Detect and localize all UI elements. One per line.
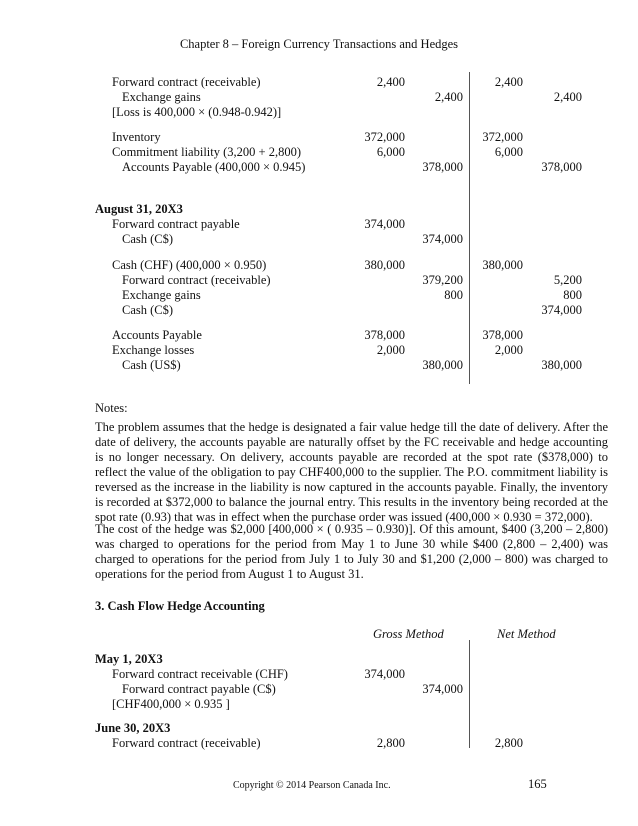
journal-row: [0, 328, 638, 343]
journal-row: [0, 343, 638, 358]
account-text: August 31, 20X3: [95, 202, 183, 216]
journal-row: [0, 160, 638, 175]
journal-row: [0, 258, 638, 273]
journal-row: [0, 303, 638, 318]
net-debit: 6,000: [494, 145, 523, 159]
account-text: Cash (C$): [122, 232, 174, 246]
net-debit: 2,800: [494, 736, 523, 750]
notes-paragraph-2: The cost of the hedge was $2,000 [400,000 × ( 0.935 – 0.930)]. Of this amount, $400 (3,200 – 2,800) was charged to operations for the period from May 1 to June 30 while $400 (2,800 – 2,400) was charged to operations for the period from July 1 to July 30 and $1,200 (2,000 – 800) was charged to operations for the period from August 1 to August 31.: [95, 522, 608, 581]
journal-row: [0, 682, 638, 697]
account-text: Forward contract (receivable): [112, 736, 261, 750]
gross-debit: 374,000: [364, 667, 405, 681]
account-text: Cash (US$): [122, 358, 181, 372]
journal-row: [0, 202, 638, 217]
gross-credit: 2,400: [434, 90, 463, 104]
account-text: Exchange gains: [122, 288, 201, 302]
account-text: Forward contract (receivable): [122, 273, 271, 287]
gross-credit: 374,000: [422, 682, 463, 696]
journal-row: [0, 358, 638, 373]
account-text: [Loss is 400,000 × (0.948-0.942)]: [112, 105, 282, 119]
account-text: May 1, 20X3: [95, 652, 163, 666]
journal-row: [0, 273, 638, 288]
journal-row: [0, 105, 638, 120]
account-text: Accounts Payable: [112, 328, 202, 342]
account-text: Commitment liability (3,200 + 2,800): [112, 145, 301, 159]
journal-row: [0, 217, 638, 232]
account-text: Exchange gains: [122, 90, 201, 104]
net-method-label: Net Method: [497, 627, 556, 641]
account-text: Cash (C$): [122, 303, 174, 317]
gross-debit: 2,800: [376, 736, 405, 750]
journal-row: [0, 90, 638, 105]
net-credit: 378,000: [541, 160, 582, 174]
gross-credit: 374,000: [422, 232, 463, 246]
net-credit: 5,200: [553, 273, 582, 287]
net-debit: 380,000: [482, 258, 523, 272]
account-text: June 30, 20X3: [95, 721, 171, 735]
gross-debit: 6,000: [376, 145, 405, 159]
account-text: [CHF400,000 × 0.935 ]: [112, 697, 230, 711]
gross-debit: 2,000: [376, 343, 405, 357]
journal-row: [0, 667, 638, 682]
net-debit: 2,000: [494, 343, 523, 357]
gross-method-label: Gross Method: [373, 627, 444, 641]
journal-row: [0, 652, 638, 667]
journal-row: [0, 75, 638, 90]
net-debit: 2,400: [494, 75, 523, 89]
journal-row: [0, 145, 638, 160]
account-text: Forward contract (receivable): [112, 75, 261, 89]
gross-debit: 372,000: [364, 130, 405, 144]
gross-credit: 378,000: [422, 160, 463, 174]
journal-row: [0, 736, 638, 751]
gross-debit: 380,000: [364, 258, 405, 272]
gross-credit: 380,000: [422, 358, 463, 372]
account-text: Exchange losses: [112, 343, 195, 357]
gross-credit: 379,200: [422, 273, 463, 287]
net-credit: 2,400: [553, 90, 582, 104]
journal-row: [0, 721, 638, 736]
account-text: Forward contract payable: [112, 217, 240, 231]
page-header: Chapter 8 – Foreign Currency Transactions and Hedges: [179, 37, 459, 51]
section-heading: 3. Cash Flow Hedge Accounting: [95, 599, 265, 613]
journal-row: [0, 130, 638, 145]
account-text: Inventory: [112, 130, 161, 144]
account-text: Accounts Payable (400,000 × 0.945): [122, 160, 306, 174]
net-credit: 800: [563, 288, 582, 302]
gross-debit: 2,400: [376, 75, 405, 89]
account-text: Forward contract payable (C$): [122, 682, 276, 696]
account-text: Cash (CHF) (400,000 × 0.950): [112, 258, 267, 272]
copyright-footer: Copyright © 2014 Pearson Canada Inc.: [233, 780, 391, 791]
net-credit: 380,000: [541, 358, 582, 372]
net-debit: 372,000: [482, 130, 523, 144]
net-debit: 378,000: [482, 328, 523, 342]
account-text: Forward contract receivable (CHF): [112, 667, 288, 681]
gross-credit: 800: [444, 288, 463, 302]
notes-paragraph-1: The problem assumes that the hedge is designated a fair value hedge till the date of delivery. After the date of delivery, the accounts payable are naturally offset by the FC receivable and hedge accounting is no longer necessary. On delivery, accounts payable are recorded at the spot rate ($378,000) to reflect the value of the obligation to pay CHF400,000 to the supplier. The P.O. commitment liability is reversed as the increase in the liability is now captured in the accounts payable. Finally, the inventory is recorded at $372,000 to balance the journal entry. This results in the inventory being recorded at the spot rate (0.93) that was in effect when the purchase order was issued (400,000 × 0.930 = 372,000).: [95, 420, 608, 524]
journal-row: [0, 697, 638, 712]
gross-debit: 374,000: [364, 217, 405, 231]
gross-debit: 378,000: [364, 328, 405, 342]
net-credit: 374,000: [541, 303, 582, 317]
page-number: 165: [528, 777, 547, 791]
journal-row: [0, 232, 638, 247]
notes-title: Notes:: [95, 401, 128, 415]
journal-row: [0, 288, 638, 303]
